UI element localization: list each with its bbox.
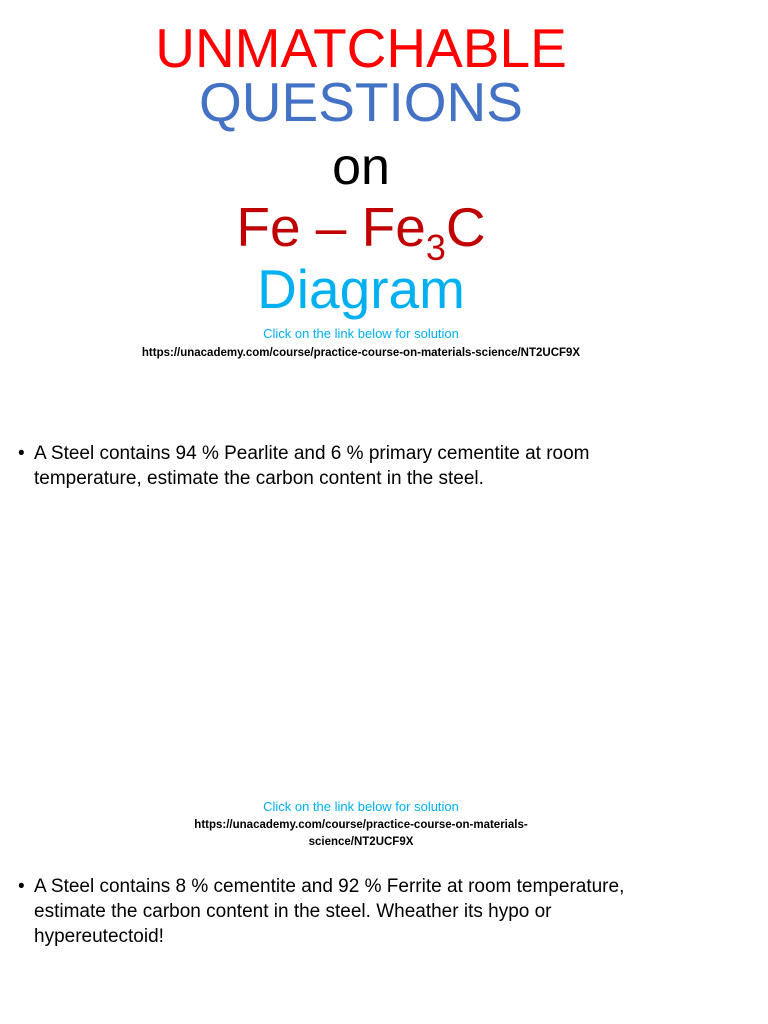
title-fe-suffix: C xyxy=(445,196,486,258)
bullet-icon: • xyxy=(18,876,25,897)
question-text: A Steel contains 8 % cementite and 92 % Ferrite at room temperature, estimate the carbon content in the steel. Wheather its hypo or hypereutectoid! xyxy=(34,876,625,947)
title-on: on xyxy=(332,138,390,196)
solution-hint: Click on the link below for solution xyxy=(263,326,459,341)
title-unmatchable: UNMATCHABLE xyxy=(155,17,567,79)
title-fe-prefix: Fe – Fe xyxy=(236,196,426,258)
title-questions: QUESTIONS xyxy=(199,71,523,133)
question-2 xyxy=(18,874,678,949)
question-text: A Steel contains 94 % Pearlite and 6 % primary cementite at room temperature, estimate the carbon content in the steel. xyxy=(34,443,590,489)
title-fe-subscript: 3 xyxy=(425,227,446,268)
solution-link[interactable]: https://unacademy.com/course/practice-course-on-materials-science/NT2UCF9X xyxy=(194,819,528,848)
solution-hint: Click on the link below for solution xyxy=(263,799,459,814)
solution-link[interactable]: https://unacademy.com/course/practice-course-on-materials-science/NT2UCF9X xyxy=(141,347,581,359)
bullet-icon: • xyxy=(18,443,25,464)
title-diagram: Diagram xyxy=(257,258,465,320)
